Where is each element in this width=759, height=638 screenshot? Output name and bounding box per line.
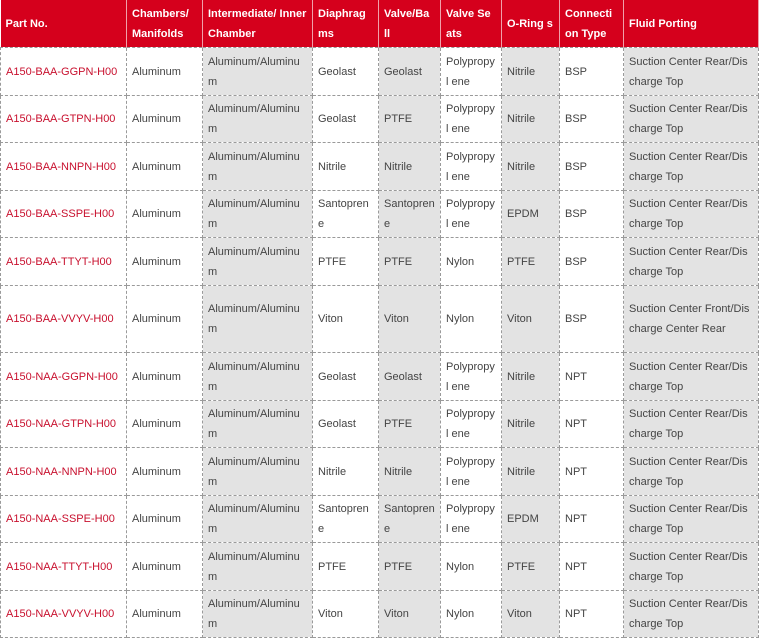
cell-valve-seats: Polypropyl ene [441, 191, 502, 238]
cell-valve-seats: Polypropyl ene [441, 353, 502, 401]
cell-valve-seats: Polypropyl ene [441, 496, 502, 543]
header-part-no: Part No. [1, 0, 127, 48]
cell-intermediate: Aluminum/Aluminum [203, 238, 313, 286]
table-row [1, 238, 759, 286]
cell-valve-ball: PTFE [379, 96, 441, 143]
cell-o-rings: Nitrile [502, 48, 560, 96]
cell-connection: NPT [560, 543, 624, 591]
cell-diaphragms: Geolast [313, 48, 379, 96]
table-row [1, 143, 759, 191]
cell-connection: NPT [560, 496, 624, 543]
cell-valve-ball: Santopren e [379, 496, 441, 543]
cell-o-rings: PTFE [502, 238, 560, 286]
cell-connection: NPT [560, 591, 624, 638]
cell-chambers: Aluminum [127, 591, 203, 638]
cell-intermediate: Aluminum/Aluminum [203, 143, 313, 191]
cell-o-rings: Viton [502, 286, 560, 353]
part-no-link[interactable]: A150-NAA-GTPN-H00 [1, 401, 127, 448]
header-o-rings: O-Ring s [502, 0, 560, 48]
cell-o-rings: Nitrile [502, 96, 560, 143]
header-diaphragms: Diaphrag ms [313, 0, 379, 48]
table-row [1, 96, 759, 143]
cell-diaphragms: Nitrile [313, 143, 379, 191]
cell-diaphragms: PTFE [313, 543, 379, 591]
cell-o-rings: EPDM [502, 191, 560, 238]
cell-chambers: Aluminum [127, 401, 203, 448]
cell-valve-seats: Polypropyl ene [441, 401, 502, 448]
cell-valve-ball: Viton [379, 286, 441, 353]
cell-o-rings: Nitrile [502, 143, 560, 191]
cell-intermediate: Aluminum/Aluminum [203, 401, 313, 448]
cell-valve-ball: PTFE [379, 543, 441, 591]
cell-chambers: Aluminum [127, 48, 203, 96]
cell-chambers: Aluminum [127, 143, 203, 191]
cell-valve-seats: Nylon [441, 591, 502, 638]
table-row [1, 48, 759, 96]
cell-chambers: Aluminum [127, 496, 203, 543]
cell-valve-ball: Nitrile [379, 448, 441, 496]
cell-valve-ball: PTFE [379, 238, 441, 286]
part-no-link[interactable]: A150-BAA-TTYT-H00 [1, 238, 127, 286]
cell-connection: BSP [560, 191, 624, 238]
cell-chambers: Aluminum [127, 191, 203, 238]
cell-intermediate: Aluminum/Aluminum [203, 496, 313, 543]
cell-connection: BSP [560, 238, 624, 286]
cell-fluid-porting: Suction Center Rear/Discharge Top [624, 543, 759, 591]
cell-fluid-porting: Suction Center Rear/Discharge Top [624, 96, 759, 143]
cell-o-rings: Nitrile [502, 448, 560, 496]
cell-o-rings: PTFE [502, 543, 560, 591]
part-no-link[interactable]: A150-NAA-VVYV-H00 [1, 591, 127, 638]
cell-fluid-porting: Suction Center Rear/Discharge Top [624, 448, 759, 496]
cell-chambers: Aluminum [127, 353, 203, 401]
table-body [1, 48, 759, 638]
header-row [1, 0, 759, 48]
cell-diaphragms: Santopren e [313, 191, 379, 238]
cell-intermediate: Aluminum/Aluminum [203, 353, 313, 401]
cell-fluid-porting: Suction Center Rear/Discharge Top [624, 238, 759, 286]
table-row [1, 543, 759, 591]
cell-diaphragms: Viton [313, 591, 379, 638]
cell-valve-ball: Viton [379, 591, 441, 638]
part-no-link[interactable]: A150-NAA-GGPN-H00 [1, 353, 127, 401]
cell-chambers: Aluminum [127, 286, 203, 353]
cell-diaphragms: PTFE [313, 238, 379, 286]
cell-fluid-porting: Suction Center Rear/Discharge Top [624, 191, 759, 238]
part-no-link[interactable]: A150-NAA-TTYT-H00 [1, 543, 127, 591]
cell-intermediate: Aluminum/Aluminum [203, 286, 313, 353]
cell-fluid-porting: Suction Center Rear/Discharge Top [624, 591, 759, 638]
cell-valve-ball: PTFE [379, 401, 441, 448]
cell-chambers: Aluminum [127, 238, 203, 286]
cell-intermediate: Aluminum/Aluminum [203, 448, 313, 496]
cell-diaphragms: Nitrile [313, 448, 379, 496]
cell-connection: BSP [560, 96, 624, 143]
cell-valve-seats: Nylon [441, 543, 502, 591]
part-no-link[interactable]: A150-NAA-NNPN-H00 [1, 448, 127, 496]
cell-diaphragms: Geolast [313, 353, 379, 401]
cell-fluid-porting: Suction Center Rear/Discharge Top [624, 496, 759, 543]
cell-intermediate: Aluminum/Aluminum [203, 191, 313, 238]
part-no-link[interactable]: A150-BAA-VVYV-H00 [1, 286, 127, 353]
cell-fluid-porting: Suction Center Rear/Discharge Top [624, 401, 759, 448]
cell-o-rings: Viton [502, 591, 560, 638]
cell-connection: BSP [560, 48, 624, 96]
part-no-link[interactable]: A150-NAA-SSPE-H00 [1, 496, 127, 543]
part-no-link[interactable]: A150-BAA-NNPN-H00 [1, 143, 127, 191]
cell-valve-seats: Polypropyl ene [441, 143, 502, 191]
cell-fluid-porting: Suction Center Rear/Discharge Top [624, 143, 759, 191]
cell-valve-seats: Nylon [441, 286, 502, 353]
cell-valve-seats: Polypropyl ene [441, 96, 502, 143]
cell-valve-seats: Polypropyl ene [441, 448, 502, 496]
cell-valve-ball: Nitrile [379, 143, 441, 191]
part-no-link[interactable]: A150-BAA-GTPN-H00 [1, 96, 127, 143]
cell-chambers: Aluminum [127, 448, 203, 496]
table-row [1, 401, 759, 448]
cell-connection: BSP [560, 143, 624, 191]
cell-diaphragms: Santopren e [313, 496, 379, 543]
cell-o-rings: Nitrile [502, 401, 560, 448]
cell-o-rings: Nitrile [502, 353, 560, 401]
table-row [1, 191, 759, 238]
cell-diaphragms: Geolast [313, 401, 379, 448]
table-row [1, 286, 759, 353]
cell-chambers: Aluminum [127, 543, 203, 591]
cell-valve-seats: Nylon [441, 238, 502, 286]
header-connection: Connecti on Type [560, 0, 624, 48]
cell-valve-ball: Santopren e [379, 191, 441, 238]
header-fluid-porting: Fluid Porting [624, 0, 759, 48]
table-row [1, 448, 759, 496]
cell-connection: NPT [560, 353, 624, 401]
header-intermediate: Intermediate/ Inner Chamber [203, 0, 313, 48]
cell-chambers: Aluminum [127, 96, 203, 143]
part-no-link[interactable]: A150-BAA-SSPE-H00 [1, 191, 127, 238]
header-valve-seats: Valve Seats [441, 0, 502, 48]
cell-valve-seats: Polypropyl ene [441, 48, 502, 96]
table-row [1, 353, 759, 401]
cell-connection: NPT [560, 401, 624, 448]
cell-fluid-porting: Suction Center Rear/Discharge Top [624, 48, 759, 96]
cell-intermediate: Aluminum/Aluminum [203, 591, 313, 638]
table-row [1, 591, 759, 638]
table-row [1, 496, 759, 543]
header-valve-ball: Valve/Ba ll [379, 0, 441, 48]
cell-connection: NPT [560, 448, 624, 496]
cell-valve-ball: Geolast [379, 48, 441, 96]
cell-diaphragms: Geolast [313, 96, 379, 143]
header-chambers: Chambers/ Manifolds [127, 0, 203, 48]
cell-fluid-porting: Suction Center Front/Discharge Center Rear [624, 286, 759, 353]
cell-fluid-porting: Suction Center Rear/Discharge Top [624, 353, 759, 401]
cell-valve-ball: Geolast [379, 353, 441, 401]
cell-o-rings: EPDM [502, 496, 560, 543]
cell-diaphragms: Viton [313, 286, 379, 353]
cell-connection: BSP [560, 286, 624, 353]
cell-intermediate: Aluminum/Aluminum [203, 48, 313, 96]
cell-intermediate: Aluminum/Aluminum [203, 543, 313, 591]
part-no-link[interactable]: A150-BAA-GGPN-H00 [1, 48, 127, 96]
cell-intermediate: Aluminum/Aluminum [203, 96, 313, 143]
